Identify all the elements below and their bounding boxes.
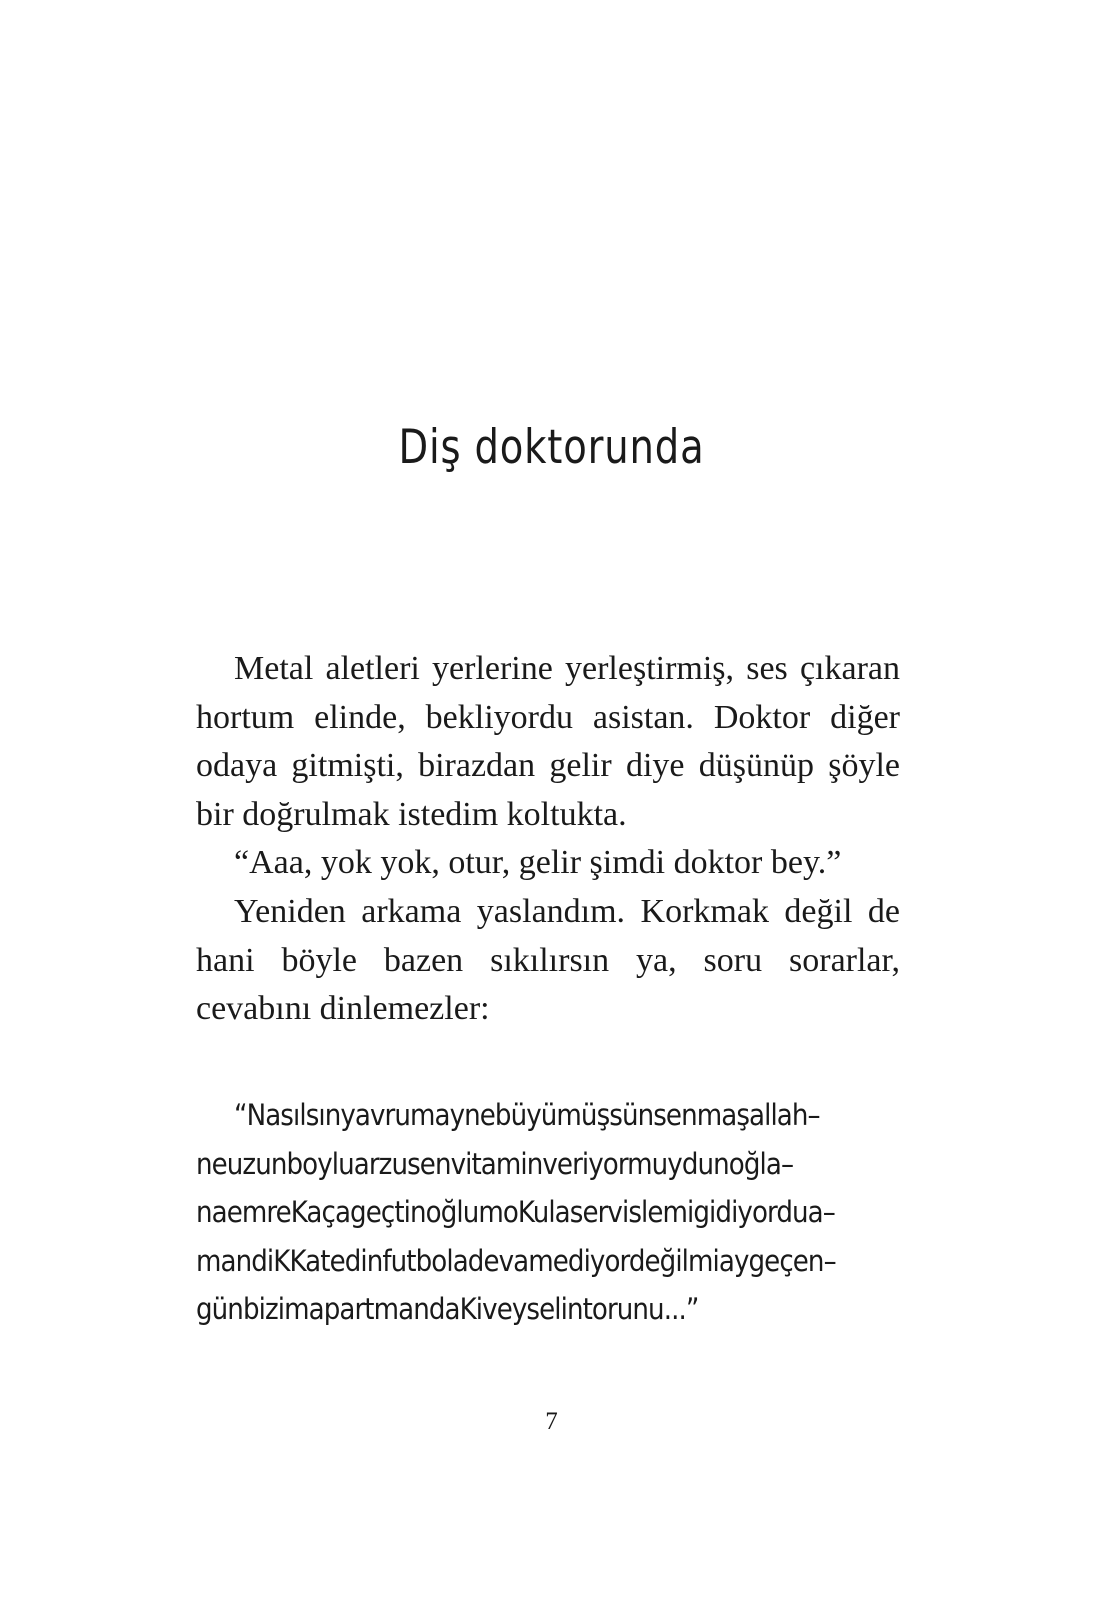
handwritten-line: günbizimapartmandaKiveyselintorunu...” [196,1292,699,1327]
page-number: 7 [545,1408,558,1435]
handwritten-line: naemreKaçageçtinoğlumoKulaservislemigidiyordua– [196,1195,835,1230]
handwritten-line: mandiKKatedinfutboladevamediyordeğilmiaygeçen– [196,1243,836,1278]
handwritten-quote [196,1091,900,1334]
body-text [196,645,900,1034]
handwritten-line: “Nasılsınyavrumaynebüyümüşsünsenmaşallah– [234,1098,820,1132]
handwritten-line: neuzunboyluarzusenvitaminveriyormuydunoğla– [196,1146,794,1181]
paragraph: Yeniden arkama yaslandım. Korkmak değil de hani böyle bazen sıkılırsın ya, soru sorarlar, cevabını dinlemezler: [196,892,900,1028]
chapter-title: Diş doktorunda [398,420,705,475]
paragraph: “Aaa, yok yok, otur, gelir şimdi doktor bey.” [234,844,842,882]
paragraph: Metal aletleri yerlerine yerleştirmiş, ses çıkaran hortum elinde, bekliyordu asistan. Doktor diğer odaya gitmişti, birazdan gelir diye düşünüp şöyle bir doğrulmak istedim koltukta. [196,650,900,833]
